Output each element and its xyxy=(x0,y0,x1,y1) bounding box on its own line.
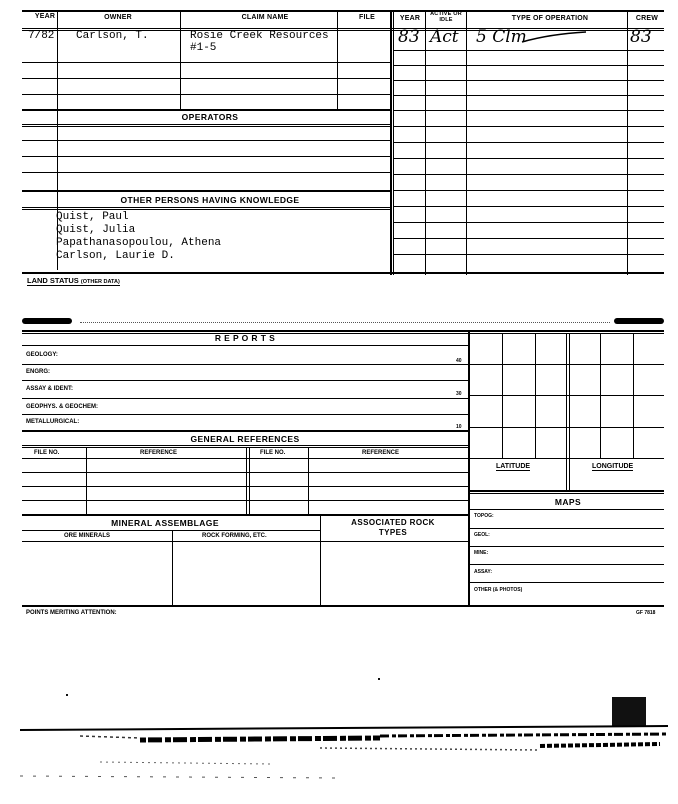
gr-header-ref-2: REFERENCE xyxy=(362,450,400,456)
longitude-label: LONGITUDE xyxy=(592,463,634,470)
land-status xyxy=(27,276,120,286)
row1-claim-sub: #1-5 xyxy=(190,42,217,54)
land-status-label: LAND STATUS xyxy=(27,276,79,285)
land-status-sub: (OTHER DATA) xyxy=(80,279,120,285)
header-active-idle: ACTIVE OR IDLE xyxy=(430,11,462,23)
map-mine: MINE: xyxy=(474,550,489,556)
scan-noise-band xyxy=(20,720,668,780)
header-year-2: YEAR xyxy=(399,15,421,22)
hand-crew: 83 xyxy=(630,27,652,47)
hand-type: 5 Clm xyxy=(476,27,527,47)
scan-mark-left xyxy=(22,318,72,324)
header-file: FILE xyxy=(359,14,375,21)
scan-mark-right xyxy=(614,318,664,324)
person-4: Carlson, Laurie D. xyxy=(56,250,175,262)
maps-title: MAPS xyxy=(554,497,582,507)
reports-title: R E P O R T S xyxy=(214,333,276,343)
gr-header-ref-1: REFERENCE xyxy=(140,450,178,456)
mineral-assemblage-title: MINERAL ASSEMBLAGE xyxy=(111,518,219,528)
operators-label: OPERATORS xyxy=(181,112,239,122)
map-assay: ASSAY: xyxy=(474,569,493,575)
latitude-label: LATITUDE xyxy=(496,463,531,470)
header-crew: CREW xyxy=(635,15,659,22)
report-num-30: 30 xyxy=(456,391,462,397)
header-claim-name: CLAIM NAME xyxy=(241,14,289,21)
ore-minerals-label: ORE MINERALS xyxy=(64,533,111,539)
header-owner: OWNER xyxy=(104,14,132,21)
report-num-40: 40 xyxy=(456,358,462,364)
header-type-of-operation: TYPE OF OPERATION xyxy=(511,15,589,22)
general-references-title: GENERAL REFERENCES xyxy=(190,434,300,444)
person-3: Papathanasopoulou, Athena xyxy=(56,237,222,249)
person-2: Quist, Julia xyxy=(56,224,136,236)
map-other: OTHER (& PHOTOS) xyxy=(474,587,523,593)
map-geol: GEOL: xyxy=(474,532,490,538)
report-engrg: ENGRG: xyxy=(26,369,50,375)
hand-active: Act xyxy=(430,27,459,47)
hand-underline xyxy=(520,30,590,46)
person-1: Quist, Paul xyxy=(56,211,129,223)
associated-rock-types-title: ASSOCIATED ROCK TYPES xyxy=(351,518,435,537)
report-metallurgical: METALLURGICAL: xyxy=(26,419,80,425)
points-meriting-label: POINTS MERITING ATTENTION: xyxy=(26,610,117,616)
other-persons-label: OTHER PERSONS HAVING KNOWLEDGE xyxy=(120,195,300,205)
rock-forming-label: ROCK FORMING, ETC. xyxy=(202,533,267,539)
report-assay: ASSAY & IDENT: xyxy=(26,386,74,392)
report-geology: GEOLOGY: xyxy=(26,352,58,358)
report-num-10: 10 xyxy=(456,424,462,430)
row1-owner: Carlson, T. xyxy=(76,30,149,42)
hand-year: 83 xyxy=(398,27,420,47)
row1-claim-name: Rosie Creek Resources xyxy=(190,30,329,42)
gr-header-file-1: FILE NO. xyxy=(34,450,60,456)
map-topog: TOPOG: xyxy=(474,513,494,519)
header-year: YEAR xyxy=(34,13,56,20)
row1-year: 7/82 xyxy=(28,30,55,42)
report-geophys: GEOPHYS. & GEOCHEM: xyxy=(26,404,99,410)
form-number: GF 7818 xyxy=(636,610,656,616)
dotted-separator xyxy=(80,322,610,323)
gr-header-file-2: FILE NO. xyxy=(260,450,286,456)
